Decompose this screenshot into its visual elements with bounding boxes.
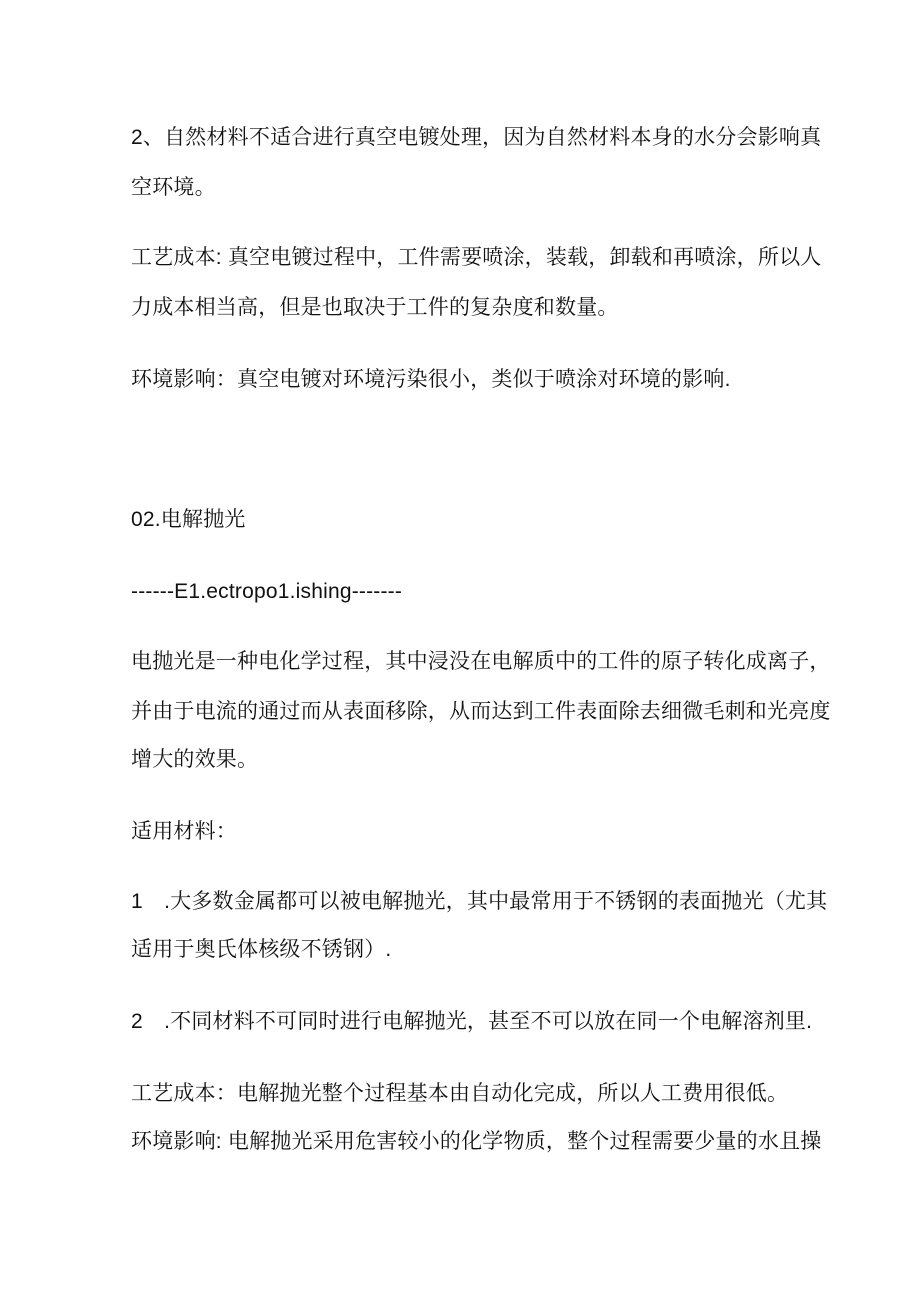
section-heading-electropolishing: 02.电解抛光	[131, 508, 246, 531]
paragraph-definition-line-2: 并由于电流的通过而从表面移除，从而达到工件表面除去细微毛刺和光亮度	[131, 700, 831, 723]
applicable-materials-label: 适用材料：	[131, 820, 237, 843]
paragraph-definition-line-1: 电抛光是一种电化学过程，其中浸没在电解质中的工件的原子转化成离子，	[131, 650, 831, 673]
paragraph-natural-materials-line-1: 2、自然材料不适合进行真空电镀处理，因为自然材料本身的水分会影响真	[131, 126, 822, 149]
paragraph-natural-materials-line-2: 空环境。	[131, 176, 216, 199]
list-item-1-line-1: 1 .大多数金属都可以被电解抛光，其中最常用于不锈钢的表面抛光（尤其	[131, 890, 828, 913]
list-item-2: 2 .不同材料不可同时进行电解抛光，甚至不可以放在同一个电解溶剂里.	[131, 1010, 813, 1033]
paragraph-process-cost-line-1: 工艺成本: 真空电镀过程中，工件需要喷涂，装载，卸载和再喷涂，所以人	[131, 246, 822, 269]
paragraph-process-cost-line-2: 力成本相当高，但是也取决于工件的复杂度和数量。	[131, 296, 619, 319]
paragraph-process-cost-2: 工艺成本：电解抛光整个过程基本由自动化完成，所以人工费用很低。	[131, 1082, 789, 1105]
section-subtitle-english: ------E1.ectropo1.ishing-------	[131, 580, 403, 603]
list-item-1-line-2: 适用于奥氏体核级不锈钢）.	[131, 938, 392, 961]
paragraph-environmental-impact: 环境影响：真空电镀对环境污染很小，类似于喷涂对环境的影响.	[131, 368, 731, 391]
paragraph-definition-line-3: 增大的效果。	[131, 748, 259, 771]
paragraph-environmental-impact-2: 环境影响: 电解抛光采用危害较小的化学物质，整个过程需要少量的水且操	[131, 1130, 822, 1153]
